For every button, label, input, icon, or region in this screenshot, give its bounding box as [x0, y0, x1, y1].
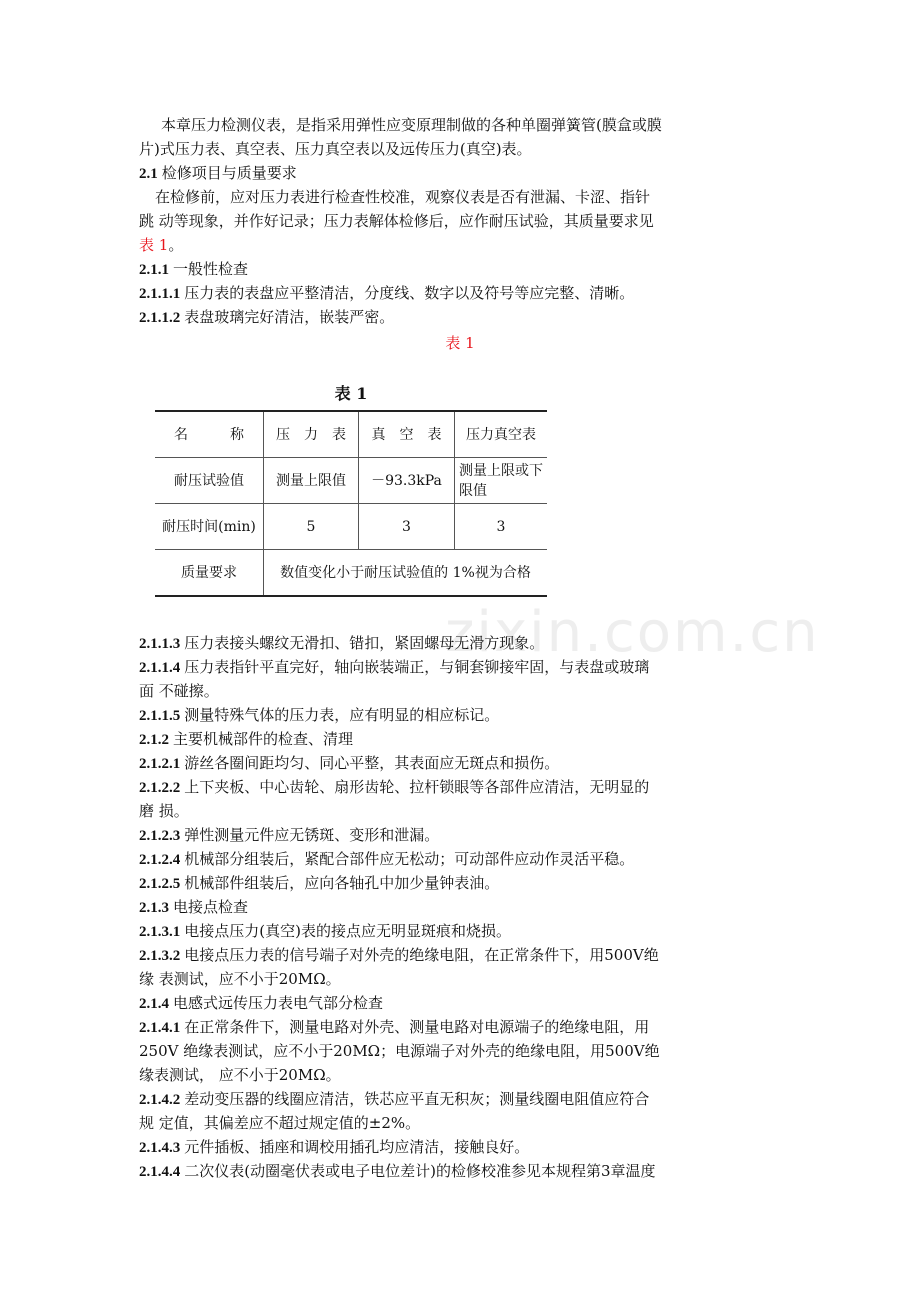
line-text: 压力表接头螺纹无滑扣、错扣，紧固螺母无滑方现象。 [184, 634, 545, 652]
line-text: 检修项目与质量要求 [161, 164, 297, 182]
line-text: 电感式远传压力表电气部分检查 [173, 994, 384, 1012]
text-line [139, 137, 699, 161]
line-text: 表盘玻璃完好清洁，嵌装严密。 [184, 308, 395, 326]
text-line [139, 703, 699, 727]
section-number: 2.1.1.3 [139, 636, 181, 652]
table-cell: 测量上限或下限值 [455, 458, 548, 504]
table-cell: 真 空 表 [359, 411, 455, 458]
section-2-1-3 [139, 895, 699, 919]
section-number: 2.1.3.2 [139, 948, 181, 964]
section-number: 2.1.2.2 [139, 780, 181, 796]
section-number: 2.1.3 [139, 900, 169, 916]
line-text: 跳 动等现象，并作好记录；压力表解体检修后，应作耐压试验，其质量要求见 [139, 212, 654, 230]
text-line [139, 799, 699, 823]
text-line [139, 1159, 699, 1183]
pressure-test-table [155, 410, 547, 597]
section-number: 2.1.1 [139, 262, 169, 278]
section-number: 2.1.4 [139, 996, 169, 1012]
text-line [139, 775, 699, 799]
table-row [155, 458, 547, 504]
text-line [139, 113, 699, 137]
section-number: 2.1.1.5 [139, 708, 181, 724]
section-number: 2.1.2 [139, 732, 169, 748]
line-text: 上下夹板、中心齿轮、扇形齿轮、拉杆锁眼等各部件应清洁，无明显的 [184, 778, 650, 796]
section-number: 2.1.1.2 [139, 310, 181, 326]
section-2-1-3-2 [139, 943, 699, 991]
line-text: 电接点检查 [173, 898, 249, 916]
section-2-1-3-1 [139, 919, 699, 943]
line-text: 机械部分组装后，紧配合部件应无松动；可动部件应动作灵活平稳。 [184, 850, 635, 868]
line-text: 二次仪表(动圈毫伏表或电子电位差计)的检修校准参见本规程第3章温度 [184, 1162, 656, 1180]
section-number: 2.1.3.1 [139, 924, 181, 940]
section-2-1-2-1 [139, 751, 699, 775]
paragraph [139, 185, 699, 257]
line-text: 主要机械部件的检查、清理 [173, 730, 354, 748]
text-line [139, 871, 699, 895]
table-cell: 测量上限值 [264, 458, 359, 504]
section-number: 2.1.4.4 [139, 1164, 181, 1180]
section-2-1-2-4 [139, 847, 699, 871]
section-2-1-1-5 [139, 703, 699, 727]
line-text: 在检修前，应对压力表进行检查性校准，观察仪表是否有泄漏、卡涩、指针 [155, 188, 651, 206]
text-line [139, 233, 699, 257]
text-line [139, 919, 699, 943]
line-text: 压力表的表盘应平整清洁，分度线、数字以及符号等应完整、清晰。 [184, 284, 635, 302]
section-2-1-4-1 [139, 1015, 699, 1087]
text-line [139, 185, 699, 209]
line-text: 面 不碰擦。 [139, 682, 219, 700]
watermark: zixin.com.cn [445, 600, 820, 665]
text-line [139, 895, 699, 919]
section-number: 2.1.2.3 [139, 828, 181, 844]
sections-text [139, 631, 699, 1183]
text-line [139, 257, 699, 281]
section-number: 2.1.1.1 [139, 286, 181, 302]
table-cell: －93.3kPa [359, 458, 455, 504]
line-text: 电接点压力表的信号端子对外壳的绝缘电阻，在正常条件下，用500V绝 [184, 946, 659, 964]
line-text: 。 [168, 236, 184, 254]
text-line [139, 1111, 699, 1135]
table-cell: 数值变化小于耐压试验值的 1%视为合格 [264, 550, 548, 597]
table-reference-link[interactable]: 表 1 [139, 236, 169, 254]
line-text: 压力表指针平直完好，轴向嵌装端正，与铜套铆接牢固，与表盘或玻璃 [184, 658, 650, 676]
section-number: 2.1.2.5 [139, 876, 181, 892]
text-line [139, 823, 699, 847]
line-text: 250V 绝缘表测试，应不小于20MΩ；电源端子对外壳的绝缘电阻，用500V绝 [139, 1042, 660, 1060]
line-text: 一般性检查 [173, 260, 249, 278]
intro-text [139, 113, 699, 329]
table-title: 表 1 [334, 384, 368, 403]
table-cell: 压力真空表 [455, 411, 548, 458]
text-line [139, 209, 699, 233]
text-line [139, 1039, 699, 1063]
section-2-1-2-3 [139, 823, 699, 847]
line-text: 缘表测试， 应不小于20MΩ。 [139, 1066, 341, 1084]
table-cell: 名 称 [155, 411, 264, 458]
paragraph [139, 113, 699, 161]
line-text: 机械部件组装后，应向各轴孔中加少量钟表油。 [184, 874, 500, 892]
section-number: 2.1.4.3 [139, 1140, 181, 1156]
table-cell: 3 [359, 504, 455, 550]
section-2-1-4-2 [139, 1087, 699, 1135]
text-line [139, 751, 699, 775]
text-line [139, 161, 699, 185]
table-header-row [155, 411, 547, 458]
table-row [155, 504, 547, 550]
text-line [139, 943, 699, 967]
text-line [139, 967, 699, 991]
text-line [139, 679, 699, 703]
text-line [139, 631, 699, 655]
section-2-1-1 [139, 257, 699, 281]
line-text: 弹性测量元件应无锈斑、变形和泄漏。 [184, 826, 440, 844]
line-text: 元件插板、插座和调校用插孔均应清洁，接触良好。 [184, 1138, 530, 1156]
section-2-1-4-3 [139, 1135, 699, 1159]
line-text: 电接点压力(真空)表的接点应无明显斑痕和烧损。 [184, 922, 511, 940]
line-text: 测量特殊气体的压力表，应有明显的相应标记。 [184, 706, 500, 724]
table-cell: 耐压时间(min) [155, 504, 264, 550]
line-text: 缘 表测试，应不小于20MΩ。 [139, 970, 341, 988]
section-2-1-1-2 [139, 305, 699, 329]
text-line [139, 305, 699, 329]
text-line [139, 281, 699, 305]
line-text: 在正常条件下，测量电路对外壳、测量电路对电源端子的绝缘电阻，用 [184, 1018, 650, 1036]
line-text: 规 定值，其偏差应不超过规定值的±2%。 [139, 1114, 421, 1132]
text-line [139, 1087, 699, 1111]
text-line [139, 1015, 699, 1039]
table-cell: 耐压试验值 [155, 458, 264, 504]
table-cell: 质量要求 [155, 550, 264, 597]
section-2-1-1-1 [139, 281, 699, 305]
section-number: 2.1.4.1 [139, 1020, 181, 1036]
line-text: 片)式压力表、真空表、压力真空表以及远传压力(真空)表。 [139, 140, 532, 158]
section-2-1-4-4 [139, 1159, 699, 1183]
section-2-1-1-4 [139, 655, 699, 703]
line-text: 本章压力检测仪表，是指采用弹性应变原理制做的各种单圈弹簧管(膜盒或膜 [161, 116, 662, 134]
text-line [139, 847, 699, 871]
section-2-1-1-3 [139, 631, 699, 655]
section-2-1-2-2 [139, 775, 699, 823]
text-line [139, 1135, 699, 1159]
table-cell: 5 [264, 504, 359, 550]
section-number: 2.1 [139, 166, 158, 182]
section-2-1 [139, 161, 699, 185]
table-caption-link[interactable]: 表 1 [445, 334, 475, 352]
text-line [139, 991, 699, 1015]
line-text: 游丝各圈间距均匀、同心平整，其表面应无斑点和损伤。 [184, 754, 560, 772]
table-row [155, 550, 547, 597]
text-line [139, 727, 699, 751]
section-number: 2.1.1.4 [139, 660, 181, 676]
text-line [139, 1063, 699, 1087]
section-number: 2.1.4.2 [139, 1092, 181, 1108]
section-2-1-2-5 [139, 871, 699, 895]
line-text: 差动变压器的线圈应清洁，铁芯应平直无积灰；测量线圈电阻值应符合 [184, 1090, 650, 1108]
section-2-1-4 [139, 991, 699, 1015]
table-cell: 3 [455, 504, 548, 550]
text-line [139, 655, 699, 679]
section-number: 2.1.2.4 [139, 852, 181, 868]
section-number: 2.1.2.1 [139, 756, 181, 772]
line-text: 磨 损。 [139, 802, 189, 820]
table-cell: 压 力 表 [264, 411, 359, 458]
section-2-1-2 [139, 727, 699, 751]
